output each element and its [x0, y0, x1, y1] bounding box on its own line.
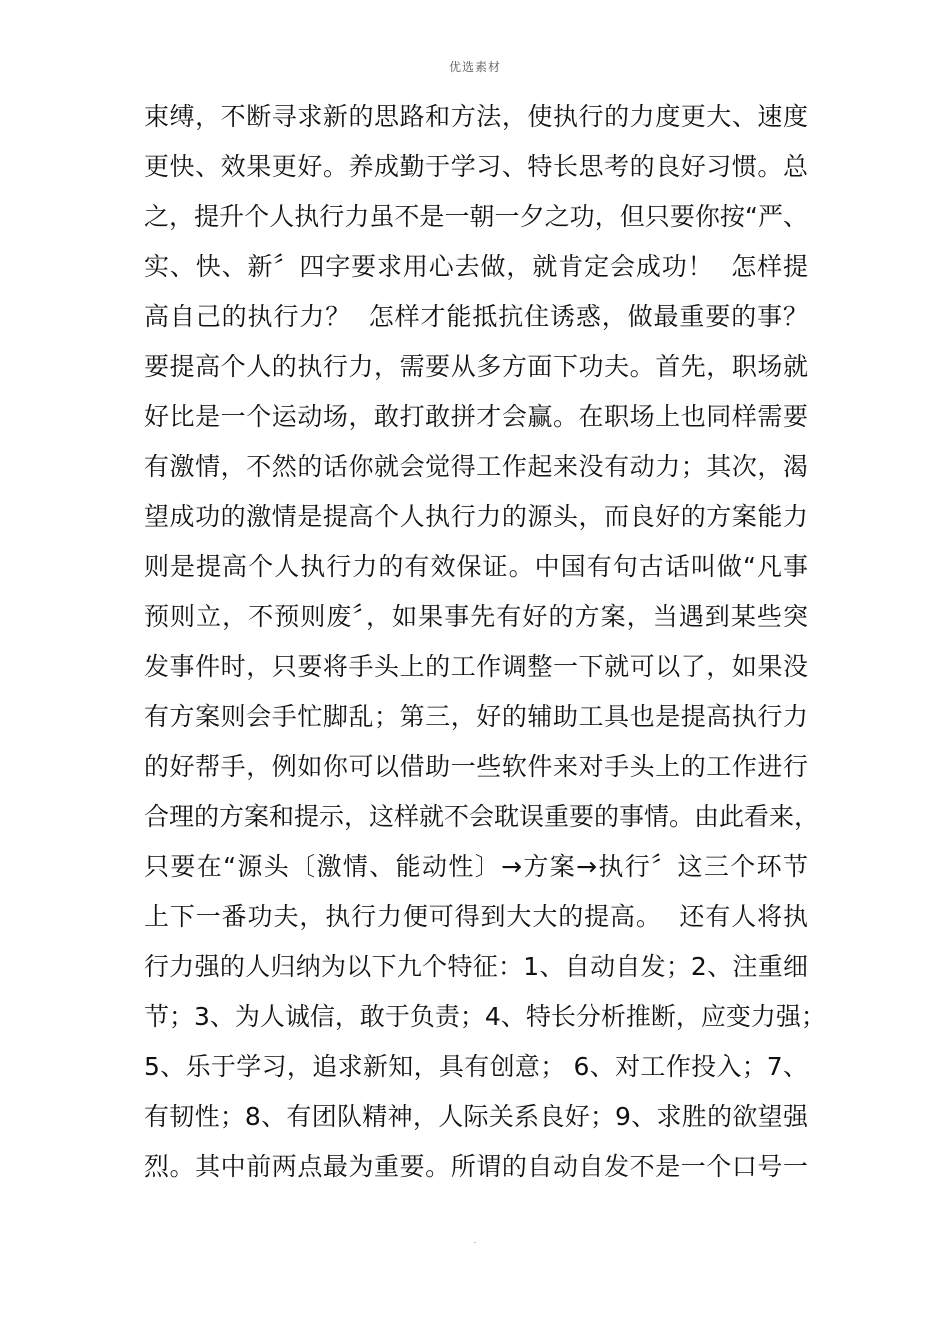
document-body [144, 92, 826, 1192]
page-header: 优选素材 [448, 60, 501, 74]
text-line: 节；3、为人诚信，敢于负责；4、特长分析推断，应变力强； [144, 1002, 826, 1031]
text-line: 只要在“源头〔激情、能动性〕→方案→执行〞这三个环节 [144, 852, 808, 881]
text-line: 有方案则会手忙脚乱；第三，好的辅助工具也是提高执行力 [144, 702, 808, 731]
text-line: 有激情，不然的话你就会觉得工作起来没有动力；其次，渴 [144, 452, 808, 481]
page-footer-mark: . [473, 1236, 477, 1245]
text-line: 发事件时，只要将手头上的工作调整一下就可以了，如果没 [144, 652, 808, 681]
text-line: 之，提升个人执行力虽不是一朝一夕之功，但只要你按“严、 [144, 202, 808, 231]
text-line: 望成功的激情是提高个人执行力的源头，而良好的方案能力 [144, 502, 808, 531]
text-line: 更快、效果更好。养成勤于学习、特长思考的良好习惯。总 [144, 152, 808, 181]
text-line: 实、快、新〞四字要求用心去做，就肯定会成功！ 怎样提 [144, 252, 808, 281]
text-line: 上下一番功夫，执行力便可得到大大的提高。 还有人将执 [144, 902, 808, 931]
text-line: 高自己的执行力？ 怎样才能抵抗住诱惑，做最重要的事？ [144, 302, 808, 331]
text-line: 行力强的人归纳为以下九个特征：1、自动自发；2、注重细 [144, 952, 808, 981]
text-line: 好比是一个运动场，敢打敢拼才会赢。在职场上也同样需要 [144, 402, 808, 431]
text-line: 的好帮手，例如你可以借助一些软件来对手头上的工作进行 [144, 752, 808, 781]
text-line: 有韧性；8、有团队精神，人际关系良好；9、求胜的欲望强 [144, 1102, 808, 1131]
text-line: 要提高个人的执行力，需要从多方面下功夫。首先，职场就 [144, 352, 808, 381]
text-line: 束缚，不断寻求新的思路和方法，使执行的力度更大、速度 [144, 102, 808, 131]
text-line: 烈。其中前两点最为重要。所谓的自动自发不是一个口号一 [144, 1152, 808, 1181]
text-line: 预则立，不预则废〞，如果事先有好的方案，当遇到某些突 [144, 602, 808, 631]
text-line: 5、乐于学习，追求新知，具有创意； 6、对工作投入；7、 [144, 1052, 808, 1081]
text-line: 合理的方案和提示，这样就不会耽误重要的事情。由此看来， [144, 802, 820, 831]
text-line: 则是提高个人执行力的有效保证。中国有句古话叫做“凡事 [144, 552, 808, 581]
